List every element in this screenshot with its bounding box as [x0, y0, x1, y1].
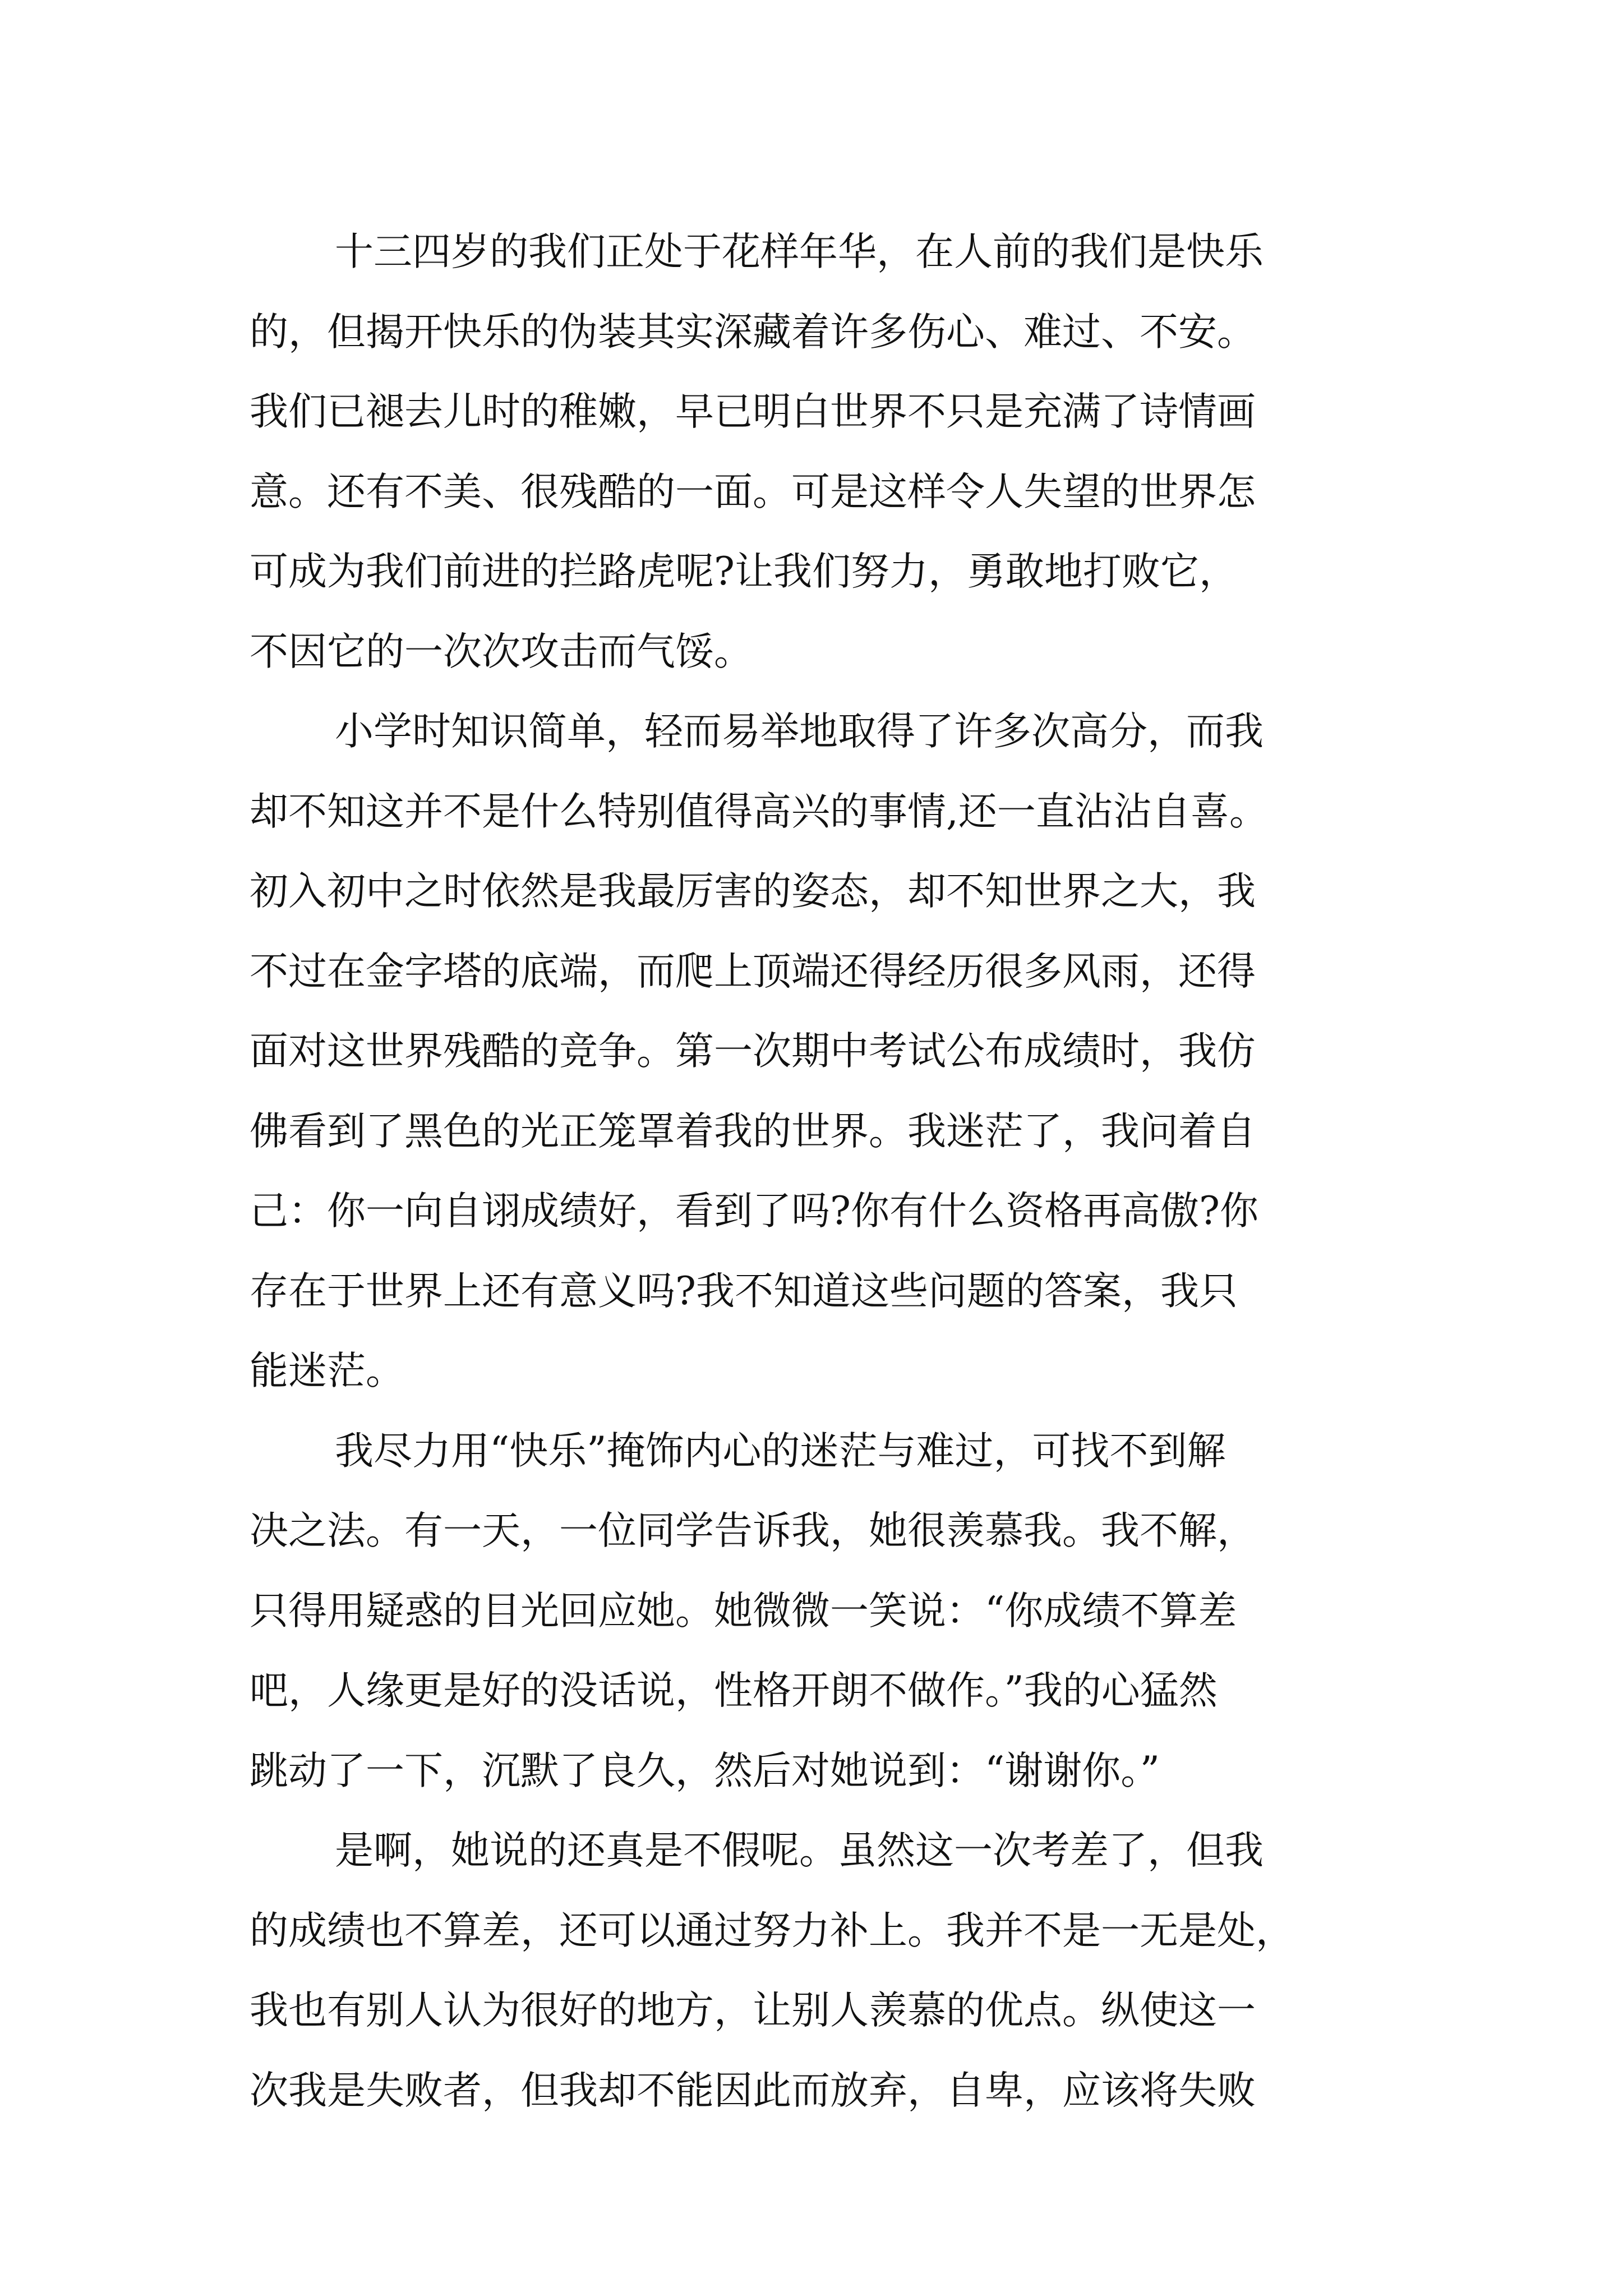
paragraph-line: 不过在金字塔的底端，而爬上顶端还得经历很多风雨，还得 [250, 949, 1256, 994]
paragraph-line: 只得用疑惑的目光回应她。她微微一笑说：“你成绩不算差 [250, 1588, 1237, 1634]
paragraph-line: 我尽力用“快乐”掩饰内心的迷茫与难过，可找不到解 [335, 1428, 1226, 1474]
paragraph-line: 面对这世界残酷的竞争。第一次期中考试公布成绩时，我仿 [250, 1029, 1256, 1074]
paragraph-line: 的，但揭开快乐的伪装其实深藏着许多伤心、难过、不安。 [250, 309, 1256, 355]
paragraph-4 [250, 1811, 1391, 2131]
paragraph-line: 跳动了一下，沉默了良久，然后对她说到：“谢谢你。” [250, 1748, 1160, 1793]
paragraph-line: 能迷茫。 [250, 1349, 404, 1393]
paragraph-line: 吧，人缘更是好的没话说，性格开朗不做作。”我的心猛然 [250, 1668, 1218, 1713]
paragraph-line: 不因它的一次次攻击而气馁。 [250, 629, 753, 674]
paragraph-line: 十三四岁的我们正处于花样年华，在人前的我们是快乐 [335, 229, 1264, 274]
paragraph-line: 可成为我们前进的拦路虎呢?让我们努力，勇敢地打败它， [250, 549, 1238, 594]
paragraph-line: 我们已褪去儿时的稚嫩，早已明白世界不只是充满了诗情画 [250, 389, 1256, 434]
paragraph-line: 我也有别人认为很好的地方，让别人羡慕的优点。纵使这一 [250, 1988, 1256, 2033]
paragraph-line: 次我是失败者，但我却不能因此而放弃，自卑，应该将失败 [250, 2068, 1256, 2113]
paragraph-line: 的成绩也不算差，还可以通过努力补上。我并不是一无是处， [250, 1908, 1294, 1953]
paragraph-line: 决之法。有一天，一位同学告诉我，她很羡慕我。我不解， [250, 1508, 1256, 1553]
paragraph-2 [250, 692, 1391, 1411]
paragraph-line: 己：你一向自诩成绩好，看到了吗?你有什么资格再高傲?你 [250, 1189, 1258, 1234]
paragraph-line: 却不知这并不是什么特别值得高兴的事情,还一直沾沾自喜。 [250, 789, 1268, 834]
document-body [250, 212, 1391, 2131]
paragraph-1 [250, 212, 1391, 692]
paragraph-3 [250, 1411, 1391, 1811]
paragraph-line: 小学时知识简单，轻而易举地取得了许多次高分，而我 [335, 709, 1264, 754]
paragraph-line: 存在于世界上还有意义吗?我不知道这些问题的答案，我只 [250, 1268, 1238, 1314]
paragraph-line: 初入初中之时依然是我最厉害的姿态，却不知世界之大，我 [250, 869, 1256, 914]
paragraph-line: 是啊，她说的还真是不假呢。虽然这一次考差了，但我 [335, 1828, 1264, 1873]
paragraph-line: 意。还有不美、很残酷的一面。可是这样令人失望的世界怎 [250, 469, 1256, 514]
paragraph-line: 佛看到了黑色的光正笼罩着我的世界。我迷茫了，我问着自 [250, 1108, 1256, 1154]
